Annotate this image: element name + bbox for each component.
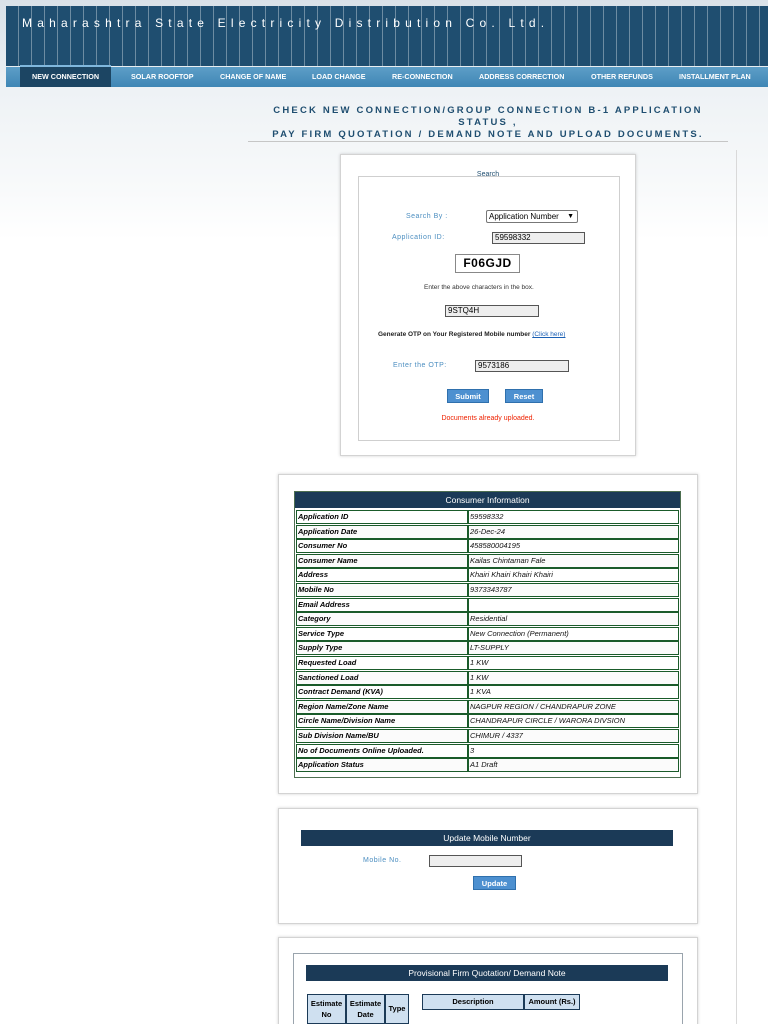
nav-new-connection[interactable]: NEW CONNECTION bbox=[20, 65, 111, 87]
nav-solar-rooftop[interactable]: SOLAR ROOFTOP bbox=[131, 72, 194, 81]
chevron-down-icon: ▼ bbox=[567, 213, 574, 220]
site-header bbox=[6, 6, 768, 66]
table-row bbox=[296, 583, 680, 598]
page-heading bbox=[248, 105, 728, 141]
row-value: 59598332 bbox=[468, 510, 679, 524]
page-heading-line-1: CHECK NEW CONNECTION/GROUP CONNECTION B-1 APPLICATION STATUS , bbox=[273, 105, 703, 128]
content-right-border bbox=[736, 150, 737, 1024]
table-row bbox=[296, 598, 680, 613]
row-value: 3 bbox=[468, 744, 679, 758]
row-value: A1 Draft bbox=[468, 758, 679, 772]
row-key: Application ID bbox=[296, 510, 468, 524]
consumer-info-heading: Consumer Information bbox=[295, 492, 680, 508]
nav-load-change[interactable]: LOAD CHANGE bbox=[312, 72, 366, 81]
status-message: Documents already uploaded. bbox=[441, 415, 535, 422]
table-row bbox=[296, 700, 680, 715]
row-value: 1 KVA bbox=[468, 685, 679, 699]
application-id-label: Application ID: bbox=[392, 234, 445, 241]
table-row bbox=[296, 539, 680, 554]
table-row bbox=[296, 627, 680, 642]
mobile-no-label: Mobile No. bbox=[363, 857, 402, 864]
table-row bbox=[296, 714, 680, 729]
row-value: New Connection (Permanent) bbox=[468, 627, 679, 641]
search-by-value: Application Number bbox=[489, 212, 559, 221]
row-value: NAGPUR REGION / CHANDRAPUR ZONE bbox=[468, 700, 679, 714]
table-row bbox=[296, 554, 680, 569]
captcha-image: F06GJD bbox=[455, 254, 520, 273]
table-row bbox=[296, 656, 680, 671]
row-value bbox=[468, 598, 679, 612]
row-value: 1 KW bbox=[468, 671, 679, 685]
row-key: Requested Load bbox=[296, 656, 468, 670]
row-key: Address bbox=[296, 568, 468, 582]
row-key: Supply Type bbox=[296, 641, 468, 655]
otp-prompt-line bbox=[378, 331, 565, 338]
row-value: LT-SUPPLY bbox=[468, 641, 679, 655]
row-key: Sanctioned Load bbox=[296, 671, 468, 685]
submit-button[interactable]: Submit bbox=[447, 389, 489, 403]
row-value: Residential bbox=[468, 612, 679, 626]
table-row bbox=[296, 641, 680, 656]
nav-address-correction[interactable]: ADDRESS CORRECTION bbox=[479, 72, 565, 81]
row-value: CHIMUR / 4337 bbox=[468, 729, 679, 743]
captcha-input[interactable]: 9STQ4H bbox=[445, 305, 539, 317]
search-by-select[interactable] bbox=[486, 210, 578, 223]
row-value: Khairi Khairi Khairi Khairi bbox=[468, 568, 679, 582]
main-nav bbox=[6, 67, 768, 87]
row-key: No of Documents Online Uploaded. bbox=[296, 744, 468, 758]
table-row bbox=[296, 525, 680, 540]
row-key: Contract Demand (KVA) bbox=[296, 685, 468, 699]
table-row bbox=[296, 671, 680, 686]
col-type: Type bbox=[385, 994, 409, 1024]
row-key: Circle Name/Division Name bbox=[296, 714, 468, 728]
row-key: Email Address bbox=[296, 598, 468, 612]
search-by-label: Search By : bbox=[406, 213, 448, 220]
col-estimate-date: Estimate Date bbox=[346, 994, 385, 1024]
table-row bbox=[296, 685, 680, 700]
table-row bbox=[296, 568, 680, 583]
table-row bbox=[296, 744, 680, 759]
col-description: Description bbox=[422, 994, 524, 1010]
captcha-hint: Enter the above characters in the box. bbox=[424, 284, 534, 291]
mobile-no-input[interactable] bbox=[429, 855, 522, 867]
row-key: Sub Division Name/BU bbox=[296, 729, 468, 743]
col-amount: Amount (Rs.) bbox=[524, 994, 580, 1010]
row-value: 1 KW bbox=[468, 656, 679, 670]
reset-button[interactable]: Reset bbox=[505, 389, 543, 403]
otp-label: Enter the OTP: bbox=[393, 362, 447, 369]
row-key: Service Type bbox=[296, 627, 468, 641]
col-estimate-no: Estimate No bbox=[307, 994, 346, 1024]
update-mobile-heading: Update Mobile Number bbox=[301, 830, 673, 846]
row-value: 458580004195 bbox=[468, 539, 679, 553]
row-value: Kailas Chintaman Fale bbox=[468, 554, 679, 568]
table-row bbox=[296, 510, 680, 525]
nav-other-refunds[interactable]: OTHER REFUNDS bbox=[591, 72, 653, 81]
update-button[interactable]: Update bbox=[473, 876, 516, 890]
search-legend: Search bbox=[476, 171, 500, 178]
nav-change-of-name[interactable]: CHANGE OF NAME bbox=[220, 72, 287, 81]
row-key: Consumer No bbox=[296, 539, 468, 553]
row-value: 26-Dec-24 bbox=[468, 525, 679, 539]
table-row bbox=[296, 612, 680, 627]
otp-prompt: Generate OTP on Your Registered Mobile number bbox=[378, 331, 531, 338]
application-id-input[interactable]: 59598332 bbox=[492, 232, 585, 244]
row-key: Application Date bbox=[296, 525, 468, 539]
row-key: Region Name/Zone Name bbox=[296, 700, 468, 714]
table-row bbox=[296, 729, 680, 744]
heading-divider bbox=[248, 141, 728, 142]
row-value: 9373343787 bbox=[468, 583, 679, 597]
otp-input[interactable]: 9573186 bbox=[475, 360, 569, 372]
site-title: Maharashtra State Electricity Distribution Co. Ltd. bbox=[22, 16, 550, 30]
consumer-info-rows bbox=[296, 510, 680, 773]
table-row bbox=[296, 758, 680, 773]
page-heading-line-2: PAY FIRM QUOTATION / DEMAND NOTE AND UPLOAD DOCUMENTS. bbox=[272, 129, 704, 140]
row-key: Application Status bbox=[296, 758, 468, 772]
row-key: Mobile No bbox=[296, 583, 468, 597]
quotation-heading: Provisional Firm Quotation/ Demand Note bbox=[306, 965, 668, 981]
row-key: Category bbox=[296, 612, 468, 626]
row-key: Consumer Name bbox=[296, 554, 468, 568]
nav-re-connection[interactable]: RE-CONNECTION bbox=[392, 72, 453, 81]
row-value: CHANDRAPUR CIRCLE / WARORA DIVSION bbox=[468, 714, 679, 728]
generate-otp-link[interactable]: (Click here) bbox=[532, 331, 566, 338]
nav-installment-plan[interactable]: INSTALLMENT PLAN bbox=[679, 72, 751, 81]
